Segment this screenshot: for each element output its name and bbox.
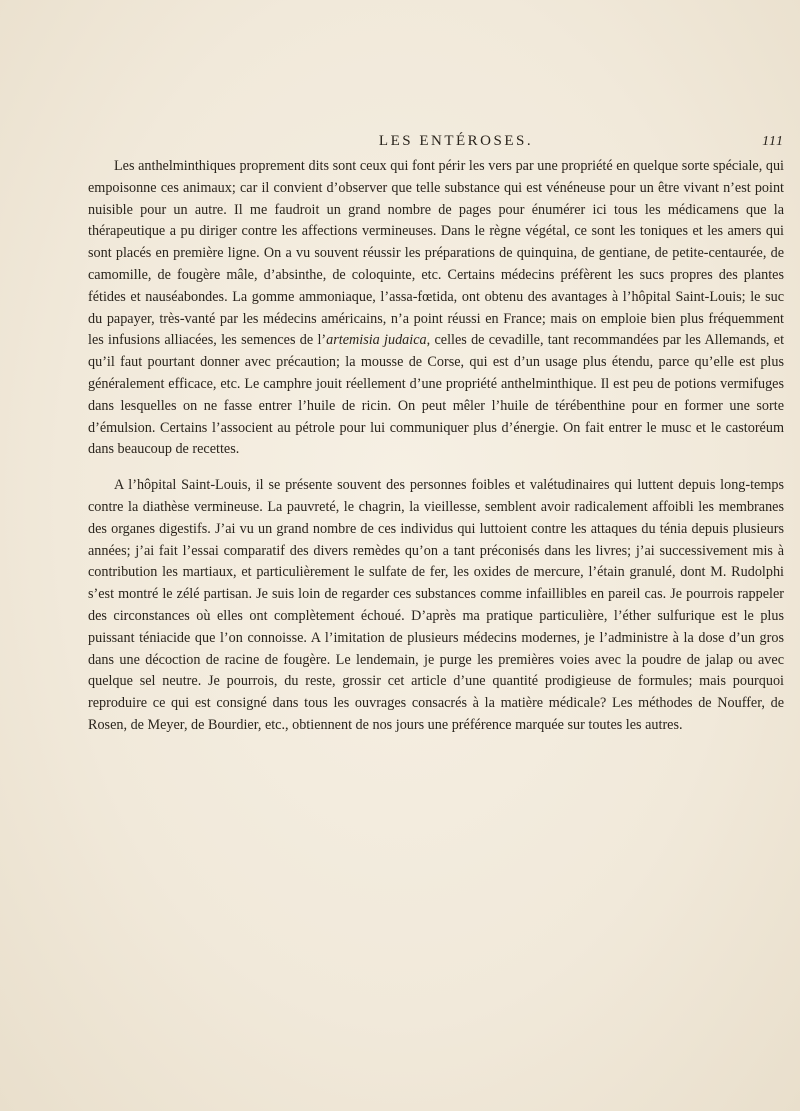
body-text [88,156,784,737]
paragraph-1 [88,156,784,461]
paragraph-2 [88,475,784,737]
running-title: LES ENTÉROSES. [378,133,534,149]
page-header [88,133,784,155]
latin-term-artemisia: artemisia judaica [326,332,427,349]
page-number: 111 [762,134,784,149]
paragraph-2-segment: A l’hôpital Saint-Louis, il se présente souvent des personnes foibles et valétudinaires qui luttent depuis long-temps contre la diathèse vermineuse. La pauvreté, le chagrin, la vieillesse, semblent avoir radicalement affoibli les membranes des organes digestifs. J’ai vu un grand nombre de ces individus qui luttoient contre les attaques du ténia depuis plusieurs années; j’ai fait l’essai comparatif des divers remèdes qu’on a tant préconisés dans les livres; j’ai successivement mis à contribution les martiaux, et particulièrement le sulfate de fer, les oxides de mercure, l’étain granulé, dont M. Rudolphi s’est montré le zélé partisan. Je suis loin de regarder ces substances comme infaillibles en pareil cas. Je pourrois rappeler des circonstances où elles ont complètement échoué. D’après ma pratique particulière, l’éther sulfurique est le plus puissant téniacide que l’on connoisse. A l’imitation de plusieurs médecins modernes, je l’administre à la dose d’un gros dans une décoction de racine de fougère. Le lendemain, je purge les premières voies avec la poudre de jalap ou avec quelque sel neutre. Je pourrois, du reste, grossir cet article d’une quantité prodigieuse de formules; mais pourquoi reproduire ce qui est consigné dans tous les ouvrages consacrés à la matière médicale? Les méthodes de Nouffer, de Rosen, de Meyer, de Bourdier, etc., obtiennent de nos jours une préférence marquée sur toutes les autres. [88,477,784,733]
paragraph-1-segment: Les anthelminthiques proprement dits sont ceux qui font périr les vers par une propriété en quelque sorte spéciale, qui empoisonne ces animaux; car il convient d’observer que telle substance qui est vénéneuse pour un être vivant n’est point nuisible pour un autre. Il me faudroit un grand nombre de pages pour énumérer ici tous les médicamens que la thérapeutique a pu diriger contre les affections vermineuses. Dans le règne végétal, ce sont les toniques et les amers qui sont placés en première ligne. On a vu souvent réussir les préparations de quinquina, de gentiane, de petite-centaurée, de camomille, de fougère mâle, d’absinthe, de coloquinte, etc. Certains médecins préfèrent les sucs propres des plantes fétides et nauséabondes. La gomme ammoniaque, l’assa-fœtida, ont obtenu des avantages à l’hôpital Saint-Louis; le suc du papayer, très-vanté par les médecins américains, n’a point réussi en France; mais on emploie bien plus fréquemment les infusions alliacées, les semences de l’ [88,158,784,349]
paragraph-1-segment: , celles de cevadille, tant recommandées par les Allemands, et qu’il faut pourtant donner avec précaution; la mousse de Corse, qui est d’un usage plus étendu, parce qu’elle est plus généralement efficace, etc. Le camphre jouit réellement d’une propriété anthelminthique. Il est peu de potions vermifuges dans lesquelles on ne fasse entrer l’huile de ricin. On peut mêler l’huile de térébenthine pour en former une sorte d’émulsion. Certains l’associent au pétrole pour lui communiquer plus d’énergie. On fait entrer le musc et le castoréum dans beaucoup de recettes. [88,332,785,458]
